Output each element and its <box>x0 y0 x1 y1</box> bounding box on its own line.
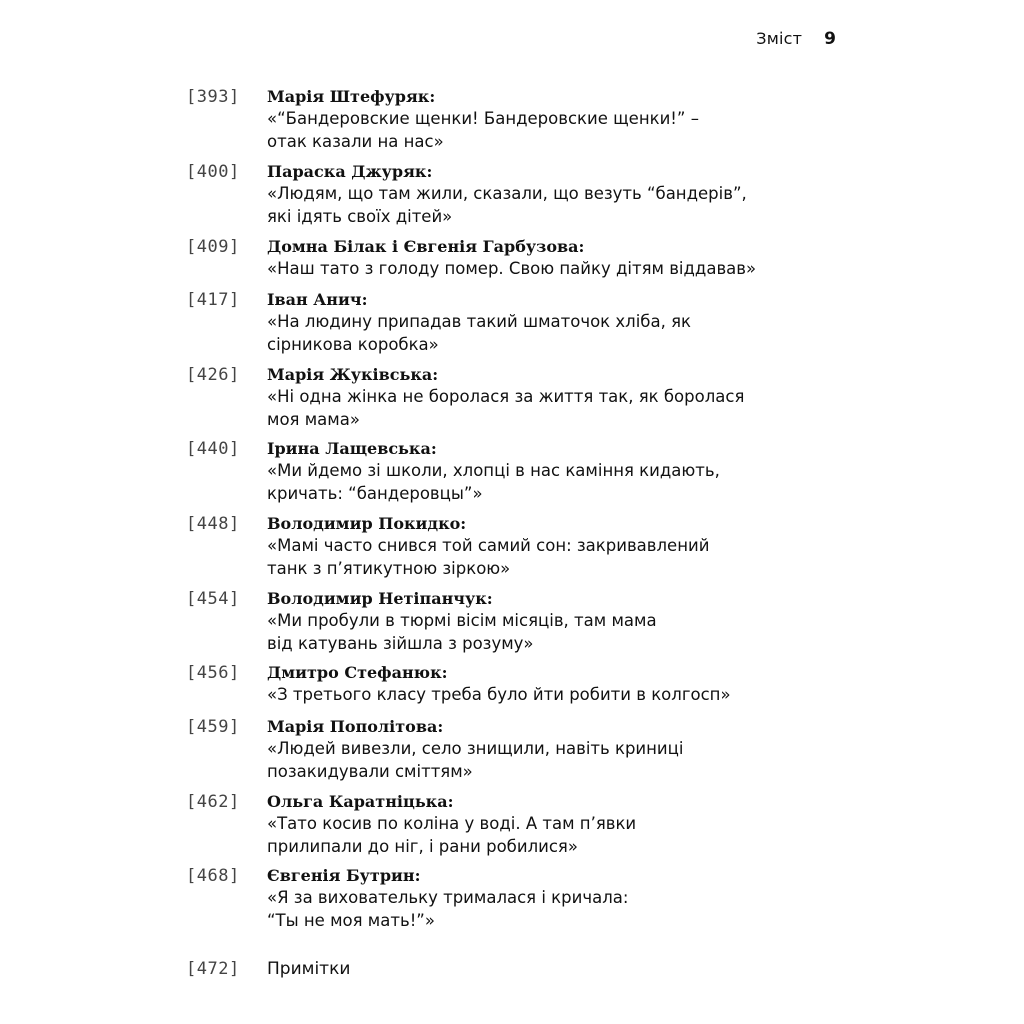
toc-entry-quote: «Тато косив по коліна у воді. А там п’явки прилипали до ніг, і рани робилися» <box>267 814 637 856</box>
toc-entry-quote: «Ми йдемо зі школи, хлопці в нас каміння кидають, кричать: “бандеровцы”» <box>267 461 720 503</box>
toc-entry-name: Дмитро Стефанюк: <box>267 663 448 682</box>
toc-entry <box>186 588 846 662</box>
toc-entry <box>186 791 846 865</box>
toc-entry-name: Ольга Каратніцька: <box>267 792 454 811</box>
toc-entry-quote: «На людину припадав такий шматочок хліба, як сірникова коробка» <box>267 312 691 354</box>
toc-entry-name: Домна Білак і Євгенія Гарбузова: <box>267 237 585 256</box>
toc-entry <box>186 865 846 958</box>
toc-entry <box>186 716 846 791</box>
toc-entry <box>186 662 846 716</box>
toc-entry <box>186 513 846 588</box>
toc-page-number: [440] <box>186 439 240 459</box>
toc-entry-body <box>267 161 846 228</box>
notes-title: Примітки <box>267 959 351 979</box>
toc-page-number: [456] <box>186 663 240 683</box>
toc-entry-body <box>267 86 846 153</box>
toc-entry <box>186 161 846 236</box>
toc-entry-quote: «Мамі часто снився той самий сон: закривавлений танк з п’ятикутною зіркою» <box>267 536 710 578</box>
toc-page-number: [417] <box>186 290 240 310</box>
page-number: 9 <box>824 29 836 49</box>
running-head <box>756 29 836 49</box>
toc-page-number: [468] <box>186 866 240 886</box>
toc-page-number: [393] <box>186 87 240 107</box>
toc-entry-body <box>267 289 846 356</box>
toc-entry-name: Володимир Нетіпанчук: <box>267 589 493 608</box>
toc-entry-quote: «Людей вивезли, село знищили, навіть криниці позакидували сміттям» <box>267 739 684 781</box>
toc-page-number: [448] <box>186 514 240 534</box>
toc-entry-body <box>267 236 846 281</box>
toc-entry-name: Іван Анич: <box>267 290 368 309</box>
toc-entry <box>186 236 846 289</box>
toc-page-number: [409] <box>186 237 240 257</box>
toc-entry-body <box>267 716 846 783</box>
toc-page-number: [454] <box>186 589 240 609</box>
toc-entry-name: Ірина Лащевська: <box>267 439 437 458</box>
toc-entry-body <box>267 958 846 980</box>
toc-entry-notes <box>186 958 846 982</box>
toc-page-number: [459] <box>186 717 240 737</box>
toc-entry-quote: «Наш тато з голоду помер. Свою пайку дітям віддавав» <box>267 259 757 278</box>
toc-entry-name: Марія Пополітова: <box>267 717 444 736</box>
toc-entry-quote: «Я за вихователькy трималася і кричала: “Ты не моя мать!”» <box>267 888 629 930</box>
toc-entry-body <box>267 513 846 580</box>
section-title: Зміст <box>756 29 803 48</box>
toc-entry-quote: «З третього класу треба було йти робити в колгосп» <box>267 685 731 704</box>
toc-entry <box>186 364 846 438</box>
toc-entry-name: Євгенія Бутрин: <box>267 866 421 885</box>
toc-entry-name: Володимир Покидко: <box>267 514 467 533</box>
toc-page-number: [472] <box>186 959 240 979</box>
toc-page-number: [400] <box>186 162 240 182</box>
toc-entry <box>186 438 846 513</box>
toc-page-number: [462] <box>186 792 240 812</box>
toc-entry-name: Марія Штефуряк: <box>267 87 436 106</box>
toc-entry-body <box>267 865 846 932</box>
toc-entry-quote: «Ми пробули в тюрмі вісім місяців, там мама від катувань зійшла з розуму» <box>267 611 657 653</box>
toc-entry-body <box>267 791 846 858</box>
table-of-contents <box>186 86 846 982</box>
toc-entry-body <box>267 662 846 707</box>
toc-page-number: [426] <box>186 365 240 385</box>
toc-entry-quote: «Людям, що там жили, сказали, що везуть “бандерів”, які ідять своїх дітей» <box>267 184 747 226</box>
toc-entry-body <box>267 438 846 505</box>
toc-entry-body <box>267 588 846 655</box>
toc-entry-name: Параска Джуряк: <box>267 162 433 181</box>
toc-entry-quote: «“Бандеровские щенки! Бандеровские щенки!” – отак казали на нас» <box>267 109 699 151</box>
toc-entry <box>186 289 846 364</box>
toc-entry <box>186 86 846 161</box>
toc-entry-quote: «Ні одна жінка не боролася за життя так, як боролася моя мама» <box>267 387 745 429</box>
toc-entry-body <box>267 364 846 431</box>
toc-entry-name: Марія Жуківська: <box>267 365 439 384</box>
